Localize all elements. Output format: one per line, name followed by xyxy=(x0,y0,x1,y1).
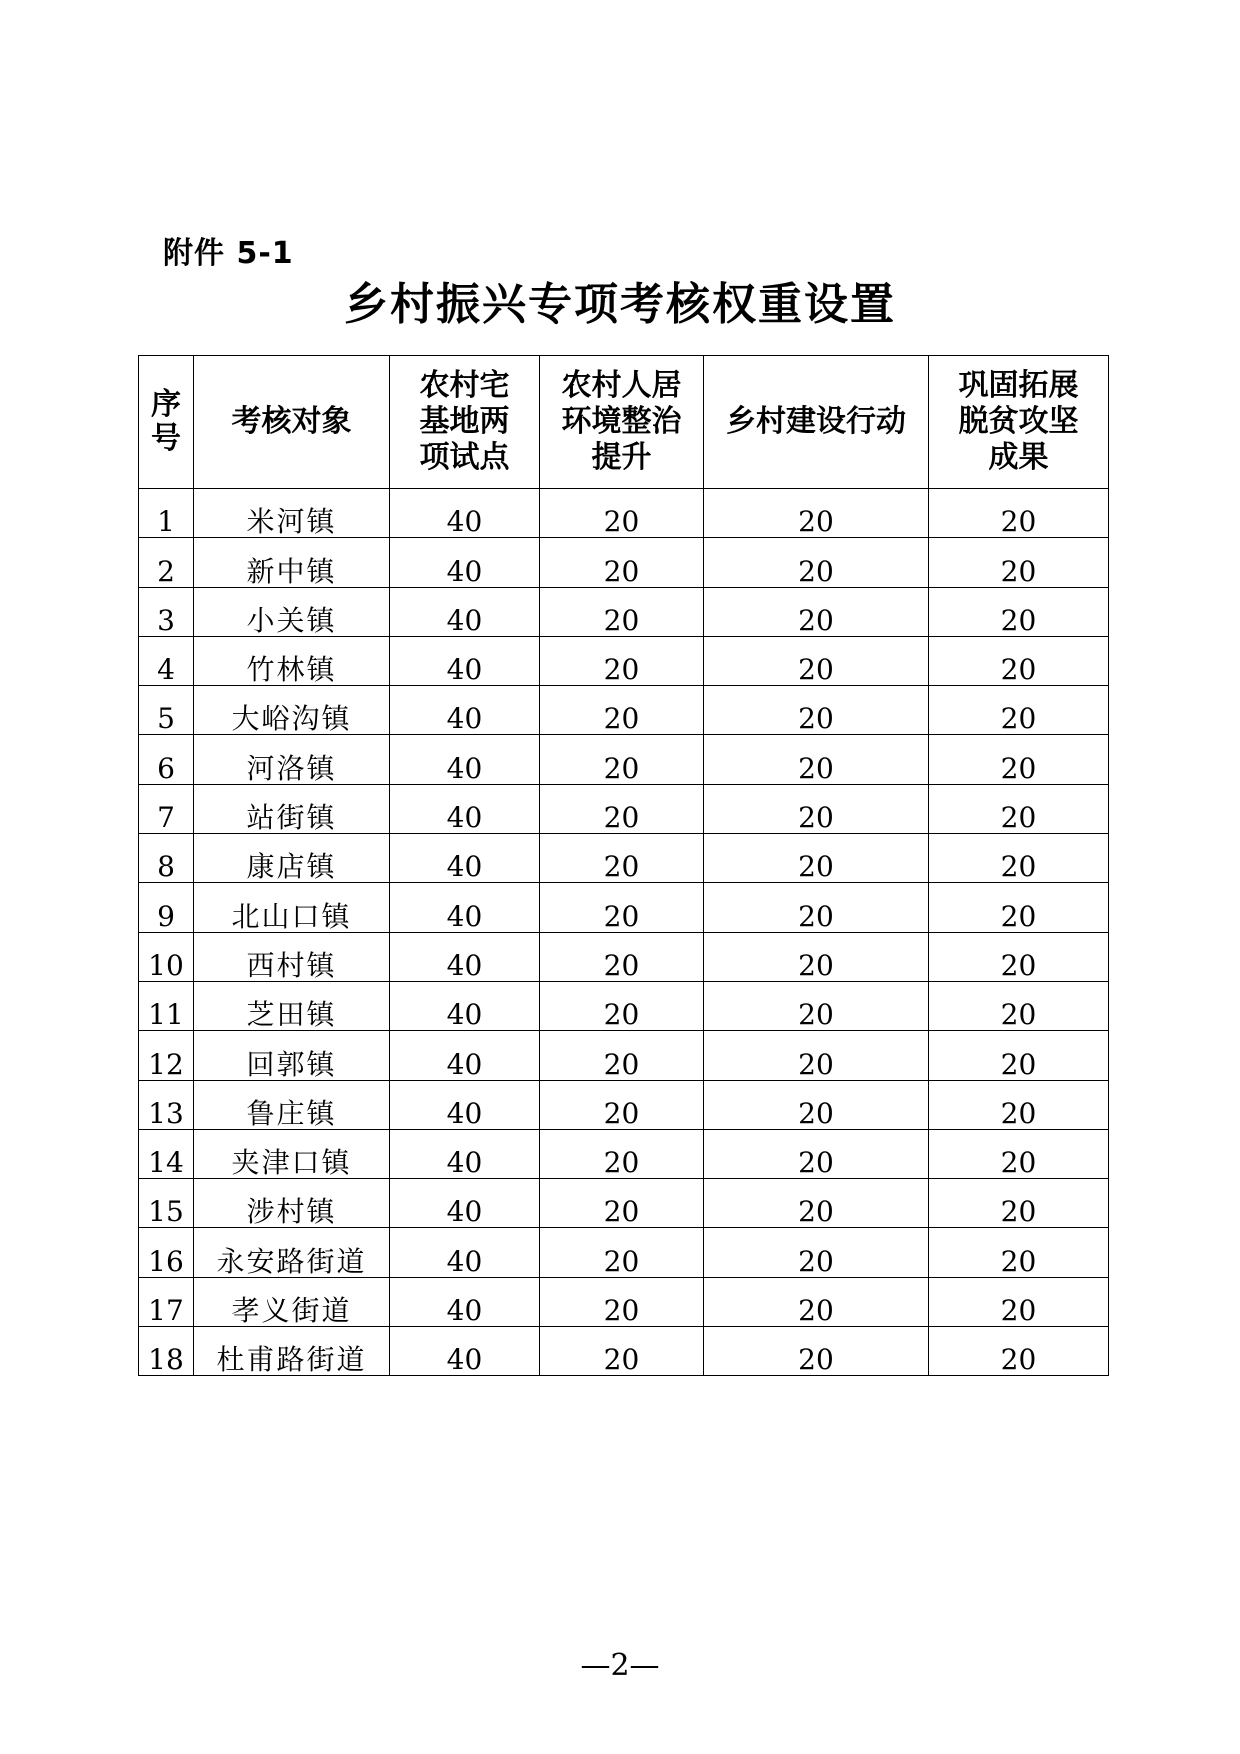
cell-rural-construction: 20 xyxy=(704,981,929,1030)
cell-living-environment: 20 xyxy=(540,1129,704,1178)
table-row xyxy=(139,1129,1109,1178)
cell-living-environment: 20 xyxy=(540,1080,704,1129)
cell-rural-construction: 20 xyxy=(704,735,929,784)
page-number: —2— xyxy=(580,1648,660,1683)
table-row xyxy=(139,489,1109,538)
cell-no: 14 xyxy=(139,1129,194,1178)
table-row xyxy=(139,1327,1109,1376)
cell-living-environment: 20 xyxy=(540,1277,704,1326)
cell-living-environment: 20 xyxy=(540,784,704,833)
col-header-living-environment: 农村人居环境整治提升 xyxy=(540,356,704,489)
table-row xyxy=(139,834,1109,883)
cell-homestead-pilot: 40 xyxy=(390,834,540,883)
table-row xyxy=(139,735,1109,784)
cell-poverty-results: 20 xyxy=(929,1327,1109,1376)
table-row xyxy=(139,686,1109,735)
table-row xyxy=(139,538,1109,587)
cell-no: 13 xyxy=(139,1080,194,1129)
cell-rural-construction: 20 xyxy=(704,636,929,685)
cell-living-environment: 20 xyxy=(540,735,704,784)
cell-no: 11 xyxy=(139,981,194,1030)
table-row xyxy=(139,883,1109,932)
cell-no: 1 xyxy=(139,489,194,538)
cell-target: 孝义街道 xyxy=(194,1277,390,1326)
cell-no: 17 xyxy=(139,1277,194,1326)
cell-target: 河洛镇 xyxy=(194,735,390,784)
cell-rural-construction: 20 xyxy=(704,883,929,932)
cell-living-environment: 20 xyxy=(540,1327,704,1376)
cell-living-environment: 20 xyxy=(540,1228,704,1277)
cell-poverty-results: 20 xyxy=(929,1080,1109,1129)
cell-target: 大峪沟镇 xyxy=(194,686,390,735)
table-row xyxy=(139,636,1109,685)
cell-homestead-pilot: 40 xyxy=(390,932,540,981)
cell-target: 北山口镇 xyxy=(194,883,390,932)
cell-target: 站街镇 xyxy=(194,784,390,833)
cell-living-environment: 20 xyxy=(540,686,704,735)
cell-poverty-results: 20 xyxy=(929,1031,1109,1080)
cell-no: 7 xyxy=(139,784,194,833)
table-header-row xyxy=(139,356,1109,489)
cell-poverty-results: 20 xyxy=(929,636,1109,685)
cell-living-environment: 20 xyxy=(540,1179,704,1228)
col-header-rural-construction: 乡村建设行动 xyxy=(704,356,929,489)
cell-rural-construction: 20 xyxy=(704,784,929,833)
table-row xyxy=(139,1031,1109,1080)
cell-no: 18 xyxy=(139,1327,194,1376)
table-row xyxy=(139,1179,1109,1228)
cell-poverty-results: 20 xyxy=(929,538,1109,587)
cell-homestead-pilot: 40 xyxy=(390,784,540,833)
cell-rural-construction: 20 xyxy=(704,587,929,636)
cell-rural-construction: 20 xyxy=(704,1327,929,1376)
cell-living-environment: 20 xyxy=(540,636,704,685)
cell-poverty-results: 20 xyxy=(929,981,1109,1030)
table-row xyxy=(139,1080,1109,1129)
cell-target: 竹林镇 xyxy=(194,636,390,685)
cell-homestead-pilot: 40 xyxy=(390,686,540,735)
cell-homestead-pilot: 40 xyxy=(390,883,540,932)
cell-no: 16 xyxy=(139,1228,194,1277)
cell-target: 杜甫路街道 xyxy=(194,1327,390,1376)
table-row xyxy=(139,1228,1109,1277)
cell-target: 新中镇 xyxy=(194,538,390,587)
table-row xyxy=(139,981,1109,1030)
cell-rural-construction: 20 xyxy=(704,489,929,538)
cell-homestead-pilot: 40 xyxy=(390,1129,540,1178)
cell-rural-construction: 20 xyxy=(704,538,929,587)
cell-poverty-results: 20 xyxy=(929,1129,1109,1178)
table-row xyxy=(139,932,1109,981)
cell-rural-construction: 20 xyxy=(704,1277,929,1326)
col-header-no: 序号 xyxy=(139,356,194,489)
cell-poverty-results: 20 xyxy=(929,784,1109,833)
cell-no: 12 xyxy=(139,1031,194,1080)
cell-poverty-results: 20 xyxy=(929,686,1109,735)
cell-poverty-results: 20 xyxy=(929,932,1109,981)
cell-poverty-results: 20 xyxy=(929,735,1109,784)
cell-no: 10 xyxy=(139,932,194,981)
cell-no: 5 xyxy=(139,686,194,735)
cell-poverty-results: 20 xyxy=(929,587,1109,636)
cell-poverty-results: 20 xyxy=(929,1179,1109,1228)
cell-rural-construction: 20 xyxy=(704,1179,929,1228)
cell-homestead-pilot: 40 xyxy=(390,1179,540,1228)
cell-target: 涉村镇 xyxy=(194,1179,390,1228)
cell-target: 回郭镇 xyxy=(194,1031,390,1080)
cell-living-environment: 20 xyxy=(540,538,704,587)
cell-target: 夹津口镇 xyxy=(194,1129,390,1178)
cell-no: 4 xyxy=(139,636,194,685)
cell-rural-construction: 20 xyxy=(704,686,929,735)
cell-homestead-pilot: 40 xyxy=(390,1277,540,1326)
page-title: 乡村振兴专项考核权重设置 xyxy=(344,279,896,330)
col-header-homestead-pilot: 农村宅基地两项试点 xyxy=(390,356,540,489)
cell-homestead-pilot: 40 xyxy=(390,587,540,636)
cell-living-environment: 20 xyxy=(540,1031,704,1080)
cell-poverty-results: 20 xyxy=(929,1228,1109,1277)
cell-poverty-results: 20 xyxy=(929,883,1109,932)
table-row xyxy=(139,1277,1109,1326)
cell-poverty-results: 20 xyxy=(929,489,1109,538)
cell-homestead-pilot: 40 xyxy=(390,538,540,587)
cell-rural-construction: 20 xyxy=(704,932,929,981)
cell-living-environment: 20 xyxy=(540,932,704,981)
table-row xyxy=(139,587,1109,636)
cell-poverty-results: 20 xyxy=(929,834,1109,883)
attachment-label: 附件 5-1 xyxy=(163,236,294,271)
cell-living-environment: 20 xyxy=(540,834,704,883)
cell-no: 15 xyxy=(139,1179,194,1228)
cell-homestead-pilot: 40 xyxy=(390,1080,540,1129)
cell-no: 6 xyxy=(139,735,194,784)
cell-poverty-results: 20 xyxy=(929,1277,1109,1326)
cell-living-environment: 20 xyxy=(540,489,704,538)
cell-target: 芝田镇 xyxy=(194,981,390,1030)
cell-rural-construction: 20 xyxy=(704,1031,929,1080)
cell-no: 3 xyxy=(139,587,194,636)
weights-table xyxy=(138,355,1109,1376)
col-header-target: 考核对象 xyxy=(194,356,390,489)
cell-target: 小关镇 xyxy=(194,587,390,636)
cell-target: 永安路街道 xyxy=(194,1228,390,1277)
cell-homestead-pilot: 40 xyxy=(390,636,540,685)
cell-target: 鲁庄镇 xyxy=(194,1080,390,1129)
cell-living-environment: 20 xyxy=(540,981,704,1030)
cell-rural-construction: 20 xyxy=(704,834,929,883)
cell-no: 9 xyxy=(139,883,194,932)
cell-living-environment: 20 xyxy=(540,883,704,932)
cell-target: 米河镇 xyxy=(194,489,390,538)
cell-target: 康店镇 xyxy=(194,834,390,883)
table-row xyxy=(139,784,1109,833)
cell-no: 8 xyxy=(139,834,194,883)
cell-homestead-pilot: 40 xyxy=(390,489,540,538)
cell-rural-construction: 20 xyxy=(704,1228,929,1277)
cell-homestead-pilot: 40 xyxy=(390,1031,540,1080)
cell-homestead-pilot: 40 xyxy=(390,735,540,784)
cell-homestead-pilot: 40 xyxy=(390,1228,540,1277)
cell-homestead-pilot: 40 xyxy=(390,1327,540,1376)
cell-living-environment: 20 xyxy=(540,587,704,636)
cell-rural-construction: 20 xyxy=(704,1080,929,1129)
cell-homestead-pilot: 40 xyxy=(390,981,540,1030)
cell-target: 西村镇 xyxy=(194,932,390,981)
col-header-poverty-results: 巩固拓展脱贫攻坚成果 xyxy=(929,356,1109,489)
cell-no: 2 xyxy=(139,538,194,587)
cell-rural-construction: 20 xyxy=(704,1129,929,1178)
